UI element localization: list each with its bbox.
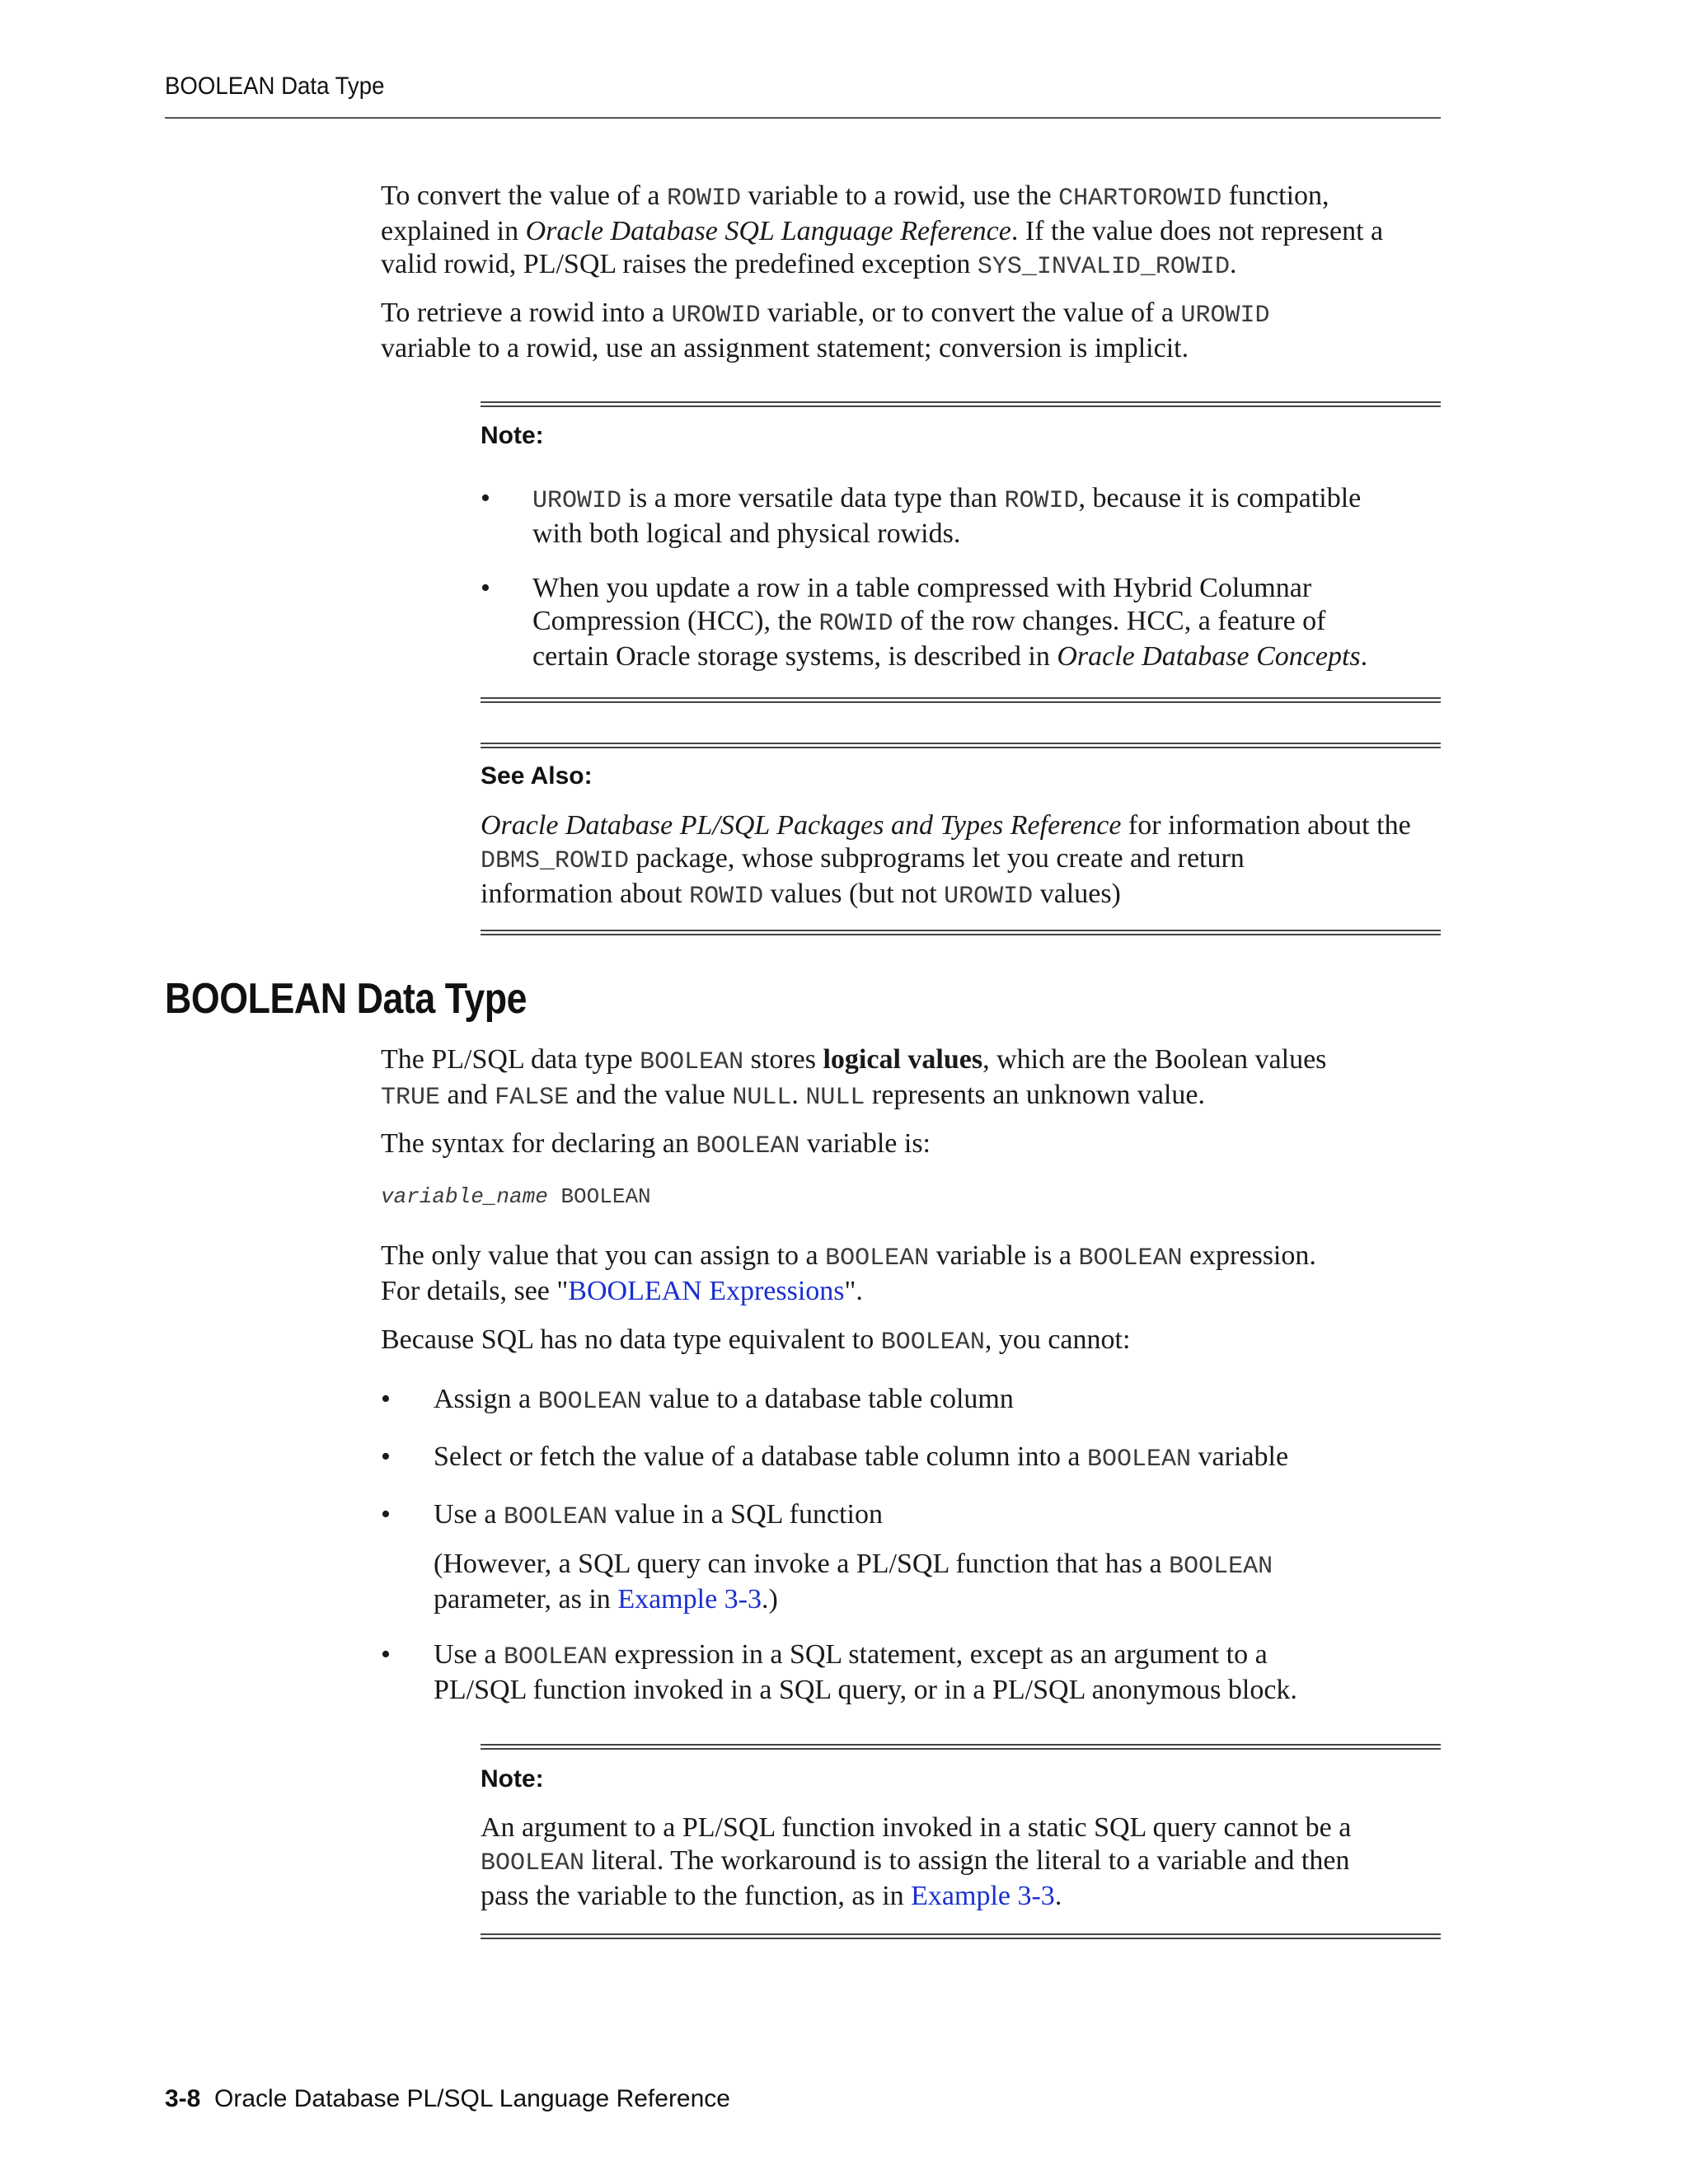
book-reference: Oracle Database PL/SQL Packages and Types Reference — [481, 810, 1122, 841]
code-null: NULL — [732, 1084, 792, 1112]
code-boolean: BOOLEAN — [503, 1643, 607, 1671]
text: Use a — [434, 1499, 504, 1530]
code-urowid: UROWID — [671, 302, 761, 330]
code-type: BOOLEAN — [547, 1184, 651, 1209]
code-boolean: BOOLEAN — [1169, 1553, 1273, 1581]
section-paragraph-3 — [381, 1240, 1316, 1308]
bullet-marker: • — [481, 483, 490, 513]
text: valid rowid, PL/SQL raises the predefined exception — [381, 249, 978, 279]
text: values (but not — [763, 879, 945, 909]
text: (However, a SQL query can invoke a PL/SQL function that has a — [434, 1549, 1170, 1579]
text: for information about the — [1121, 810, 1411, 841]
restriction-bullet-3 — [434, 1498, 883, 1534]
note-bullet-2 — [532, 572, 1367, 673]
text: represents an unknown value. — [865, 1080, 1206, 1110]
note2-bottom-rule — [481, 1933, 1441, 1939]
text: Because SQL has no data type equivalent to — [381, 1324, 881, 1355]
code-urowid: UROWID — [1180, 302, 1270, 330]
text: information about — [481, 879, 690, 909]
text: ". — [844, 1276, 863, 1306]
section-paragraph-1 — [381, 1043, 1326, 1114]
text: , you cannot: — [984, 1324, 1131, 1355]
code-boolean: BOOLEAN — [503, 1503, 607, 1531]
note-bottom-rule — [481, 697, 1441, 703]
text: To convert the value of a — [381, 180, 667, 211]
text: with both logical and physical rowids. — [532, 518, 961, 549]
text: expression. — [1182, 1240, 1316, 1271]
bullet-marker: • — [381, 1384, 391, 1414]
restriction-bullet-1 — [434, 1383, 1014, 1418]
bullet-marker: • — [481, 573, 490, 603]
code-urowid: UROWID — [944, 883, 1034, 911]
code-boolean: BOOLEAN — [1087, 1446, 1192, 1474]
text: package, whose subprograms let you create and return — [629, 843, 1245, 874]
code-boolean: BOOLEAN — [537, 1388, 642, 1416]
note-bullet-1 — [532, 482, 1361, 551]
text: value to a database table column — [641, 1384, 1014, 1414]
code-boolean: BOOLEAN — [640, 1048, 744, 1076]
text: function, — [1221, 180, 1329, 211]
text: explained in — [381, 216, 526, 246]
note2-title: Note: — [481, 1765, 544, 1793]
text: Assign a — [434, 1384, 538, 1414]
text: The PL/SQL data type — [381, 1044, 640, 1075]
code-rowid: ROWID — [818, 610, 893, 638]
code-chartorowid: CHARTOROWID — [1058, 185, 1222, 213]
see-also-bottom-rule — [481, 930, 1441, 935]
see-also-title: See Also: — [481, 762, 593, 790]
book-reference: Oracle Database SQL Language Reference — [525, 216, 1011, 246]
text: Use a — [434, 1639, 504, 1670]
link-example-3-3[interactable]: Example 3-3 — [617, 1584, 762, 1615]
note-title: Note: — [481, 422, 544, 449]
text: variable — [1191, 1441, 1289, 1472]
header-rule — [165, 117, 1441, 119]
text: variable is a — [929, 1240, 1079, 1271]
page-footer — [165, 2085, 730, 2113]
running-head: BOOLEAN Data Type — [165, 73, 385, 100]
code-dbms-rowid: DBMS_ROWID — [481, 847, 630, 875]
code-exception: SYS_INVALID_ROWID — [977, 253, 1230, 281]
text: variable is: — [799, 1128, 931, 1159]
text: stores — [743, 1044, 823, 1075]
restriction-bullet-4 — [434, 1638, 1297, 1707]
restriction-bullet-2 — [434, 1441, 1288, 1476]
see-also-text — [481, 809, 1411, 913]
text: parameter, as in — [434, 1584, 618, 1615]
bullet-marker: • — [381, 1639, 391, 1670]
code-example — [381, 1184, 651, 1209]
code-null: NULL — [805, 1084, 865, 1112]
text: pass the variable to the function, as in — [481, 1881, 912, 1911]
code-boolean: BOOLEAN — [1078, 1244, 1183, 1272]
link-example-3-3[interactable]: Example 3-3 — [911, 1881, 1055, 1911]
text: certain Oracle storage systems, is described in — [532, 641, 1057, 672]
text: value in a SQL function — [607, 1499, 883, 1530]
section-paragraph-2 — [381, 1127, 931, 1163]
text: The syntax for declaring an — [381, 1128, 696, 1159]
page-number: 3-8 — [165, 2085, 201, 2112]
term-logical-values: logical values — [823, 1044, 983, 1075]
code-rowid: ROWID — [1004, 487, 1079, 515]
text: expression in a SQL statement, except as an argument to a — [607, 1639, 1268, 1670]
code-false: FALSE — [495, 1084, 570, 1112]
intro-paragraph-1 — [381, 180, 1383, 284]
text: , because it is compatible — [1078, 483, 1362, 513]
note2-text — [481, 1811, 1351, 1913]
book-reference: Oracle Database Concepts — [1057, 641, 1361, 672]
see-also-top-rule — [481, 743, 1441, 748]
text: Select or fetch the value of a database table column into a — [434, 1441, 1088, 1472]
text: The only value that you can assign to a — [381, 1240, 826, 1271]
restriction-bullet-3-note — [434, 1548, 1273, 1616]
text: Compression (HCC), the — [532, 606, 819, 636]
text: and the value — [569, 1080, 733, 1110]
code-urowid: UROWID — [532, 487, 622, 515]
bullet-marker: • — [381, 1441, 391, 1472]
code-rowid: ROWID — [666, 185, 741, 213]
text: .) — [761, 1584, 778, 1615]
code-boolean: BOOLEAN — [880, 1329, 985, 1357]
text: . If the value does not represent a — [1010, 216, 1384, 246]
note2-top-rule — [481, 1744, 1441, 1750]
section-paragraph-4 — [381, 1324, 1130, 1359]
text: is a more versatile data type than — [621, 483, 1005, 513]
text: An argument to a PL/SQL function invoked in a static SQL query cannot be a — [481, 1812, 1352, 1843]
text: For details, see " — [381, 1276, 569, 1306]
text: . — [791, 1080, 806, 1110]
text: . — [1054, 1881, 1062, 1911]
code-boolean: BOOLEAN — [481, 1849, 585, 1877]
section-title: BOOLEAN Data Type — [165, 975, 528, 1023]
text: of the row changes. HCC, a feature of — [893, 606, 1326, 636]
text: To retrieve a rowid into a — [381, 298, 672, 328]
code-boolean: BOOLEAN — [825, 1244, 930, 1272]
note-top-rule — [481, 401, 1441, 407]
text: When you update a row in a table compressed with Hybrid Columnar — [532, 573, 1312, 603]
text: variable to a rowid, use an assignment statement; conversion is implicit. — [381, 333, 1189, 363]
bullet-marker: • — [381, 1499, 391, 1530]
book-title: Oracle Database PL/SQL Language Reference — [214, 2085, 730, 2112]
code-placeholder: variable_name — [381, 1184, 548, 1209]
text: literal. The workaround is to assign the literal to a variable and then — [584, 1845, 1350, 1876]
text: . — [1360, 641, 1368, 672]
text: variable, or to convert the value of a — [760, 298, 1181, 328]
text: , which are the Boolean values — [982, 1044, 1327, 1075]
text: PL/SQL function invoked in a SQL query, or in a PL/SQL anonymous block. — [434, 1675, 1297, 1705]
link-boolean-expressions[interactable]: BOOLEAN Expressions — [568, 1276, 845, 1306]
text: . — [1229, 249, 1237, 279]
code-boolean: BOOLEAN — [696, 1132, 800, 1160]
text: variable to a rowid, use the — [740, 180, 1059, 211]
code-true: TRUE — [381, 1084, 441, 1112]
text: and — [440, 1080, 495, 1110]
text: values) — [1033, 879, 1121, 909]
intro-paragraph-2 — [381, 297, 1269, 365]
code-rowid: ROWID — [689, 883, 764, 911]
